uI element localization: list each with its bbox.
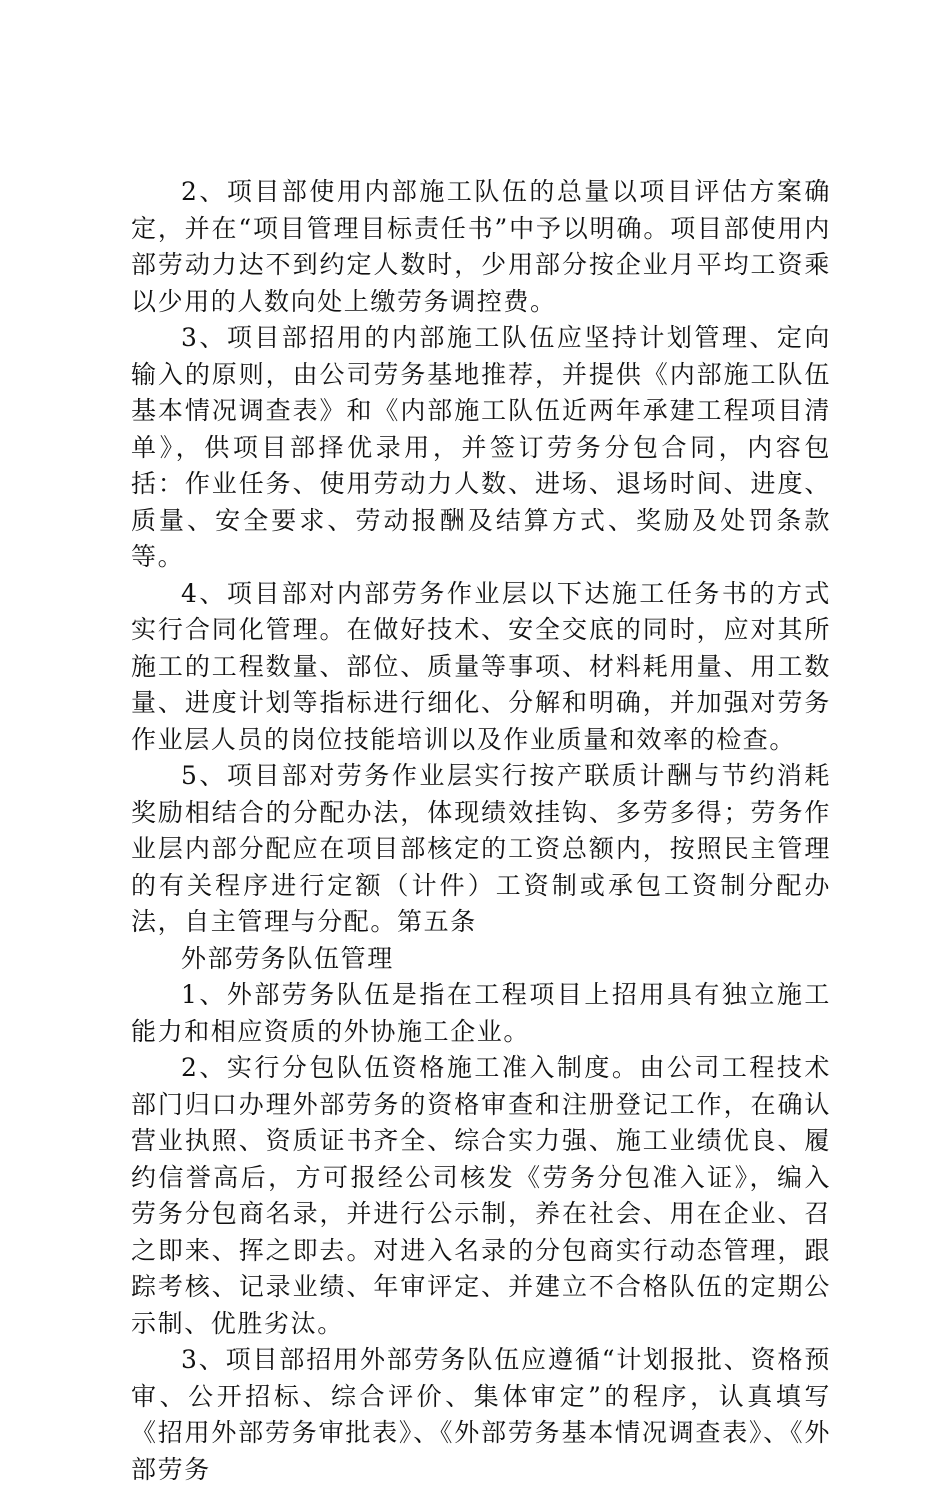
paragraph-external-item-1: 1、外部劳务队伍是指在工程项目上招用具有独立施工能力和相应资质的外协施工企业。 — [131, 980, 831, 1046]
document-body — [131, 174, 831, 1488]
paragraph-item-2-total-usage: 2、项目部使用内部施工队伍的总量以项目评估方案确定，并在“项目管理目标责任书”中予以明确。项目部使用内部劳动力达不到约定人数时，少用部分按企业月平均工资乘以少用的人数向处上缴劳务调控费。 — [131, 177, 831, 316]
paragraph-item-3-internal-recruitment: 3、项目部招用的内部施工队伍应坚持计划管理、定向输入的原则，由公司劳务基地推荐，并提供《内部施工队伍基本情况调查表》和《内部施工队伍近两年承建工程项目清单》，供项目部择优录用，并签订劳务分包合同，内容包括：作业任务、使用劳动力人数、进场、退场时间、进度、质量、安全要求、劳动报酬及结算方式、奖励及处罚条款等。 — [131, 323, 831, 571]
paragraph-external-item-3: 3、项目部招用外部劳务队伍应遵循“计划报批、资格预审、公开招标、综合评价、集体审定”的程序，认真填写《招用外部劳务审批表》、《外部劳务基本情况调查表》、《外部劳务 — [131, 1345, 831, 1484]
paragraph-item-5-distribution: 5、项目部对劳务作业层实行按产联质计酬与节约消耗奖励相结合的分配办法，体现绩效挂钩、多劳多得；劳务作业层内部分配应在项目部核定的工资总额内，按照民主管理的有关程序进行定额（计件）工资制或承包工资制分配办法，自主管理与分配。第五条 — [131, 761, 831, 936]
paragraph-item-4-contract-management: 4、项目部对内部劳务作业层以下达施工任务书的方式实行合同化管理。在做好技术、安全交底的同时，应对其所施工的工程数量、部位、质量等事项、材料耗用量、用工数量、进度计划等指标进行细化、分解和明确，并加强对劳务作业层人员的岗位技能培训以及作业质量和效率的检查。 — [131, 578, 831, 754]
paragraph-external-item-2: 2、实行分包队伍资格施工准入制度。由公司工程技术部门归口办理外部劳务的资格审查和注册登记工作，在确认营业执照、资质证书齐全、综合实力强、施工业绩优良、履约信誉高后，方可报经公司核发《劳务分包准入证》，编入劳务分包商名录，并进行公示制，养在社会、用在企业、召之即来、挥之即去。对进入名录的分包商实行动态管理，跟踪考核、记录业绩、年审评定、并建立不合格队伍的定期公示制、优胜劣汰。 — [131, 1053, 831, 1338]
section-heading-external-labor: 外部劳务队伍管理 — [181, 943, 394, 973]
